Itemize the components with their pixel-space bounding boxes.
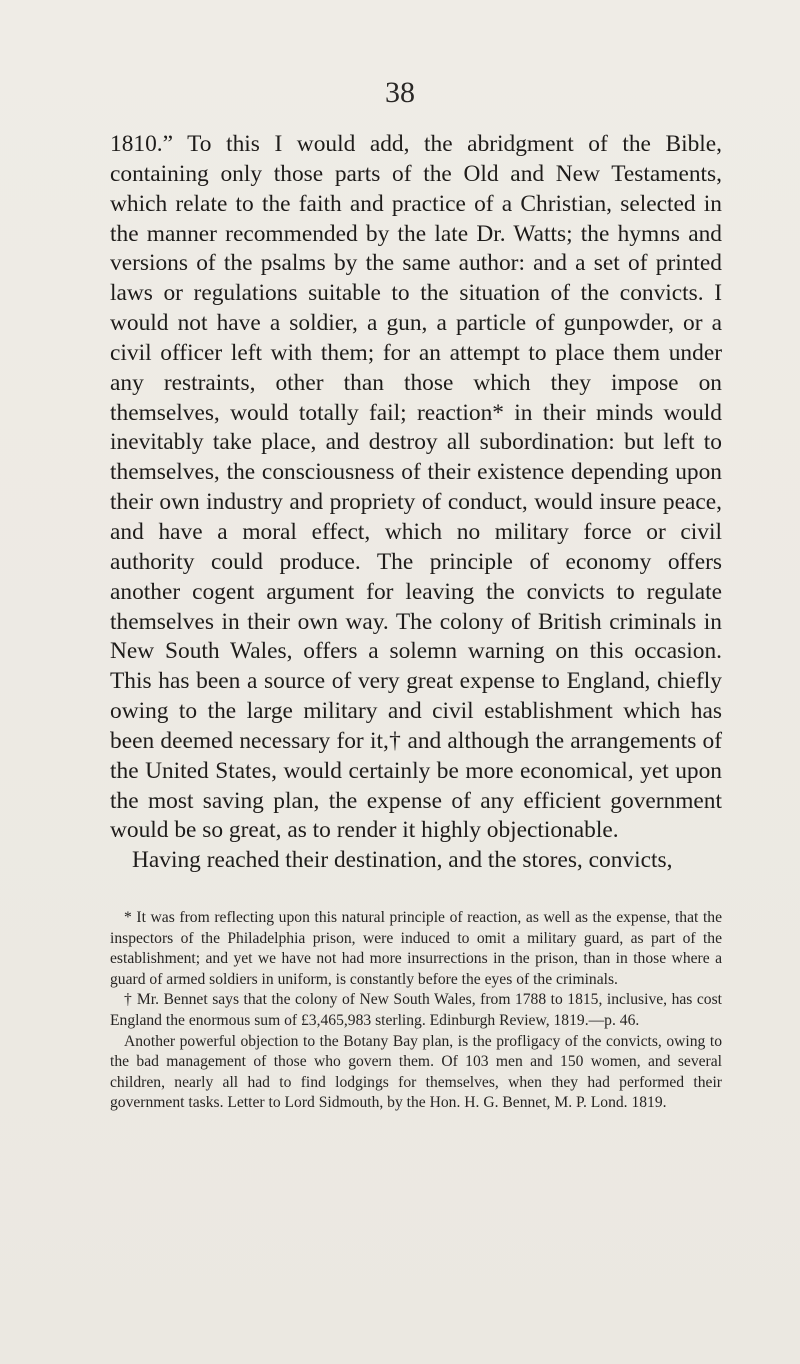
main-text [110,130,722,876]
page-number: 38 [385,76,415,109]
body-paragraph: 1810.” To this I would add, the abridgment of the Bible, containing only those parts of the Old and New Testaments, which relate to the faith and practice of a Christian, selected in the manner recommended by the late Dr. Watts; the hymns and versions of the psalms by the same author: and a set of printed laws or regulations suitable to the situation of the convicts. I would not have a soldier, a gun, a particle of gunpowder, or a civil officer left with them; for an attempt to place them under any restraints, other than those which they impose on themselves, would totally fail; reaction* in their minds would inevitably take place, and destroy all subordination: but left to themselves, the consciousness of their existence depending upon their own industry and propriety of conduct, would insure peace, and have a moral effect, which no military force or civil authority could produce. The principle of economy offers another cogent argument for leaving the convicts to regulate themselves in their own way. The colony of British criminals in New South Wales, offers a solemn warning on this occasion. This has been a source of very great expense to England, chiefly owing to the large military and civil establishment which has been deemed necessary for it,† and although the arrangements of the United States, would certainly be more economical, yet upon the most saving plan, the expense of any efficient government would be so great, as to render it highly objectionable. [110,131,722,844]
footnote-botany-bay: Another powerful objection to the Botany Bay plan, is the profligacy of the convicts, owing to the bad management of those who govern them. Of 103 men and 150 women, and several children, nearly all had to find lodgings for themselves, when they had performed their government tasks. Letter to Lord Sidmouth, by the Hon. H. G. Bennet, M. P. Lond. 1819. [110,1032,722,1112]
footnote-reaction: * It was from reflecting upon this natural principle of reaction, as well as the expense, that the inspectors of the Philadelphia prison, were induced to omit a military guard, as part of the establishment; and yet we have not had more insurrections in the prison, than in those where a guard of armed soldiers in uniform, is constantly before the eyes of the criminals. [110,909,722,988]
footnote-bennet: † Mr. Bennet says that the colony of New South Wales, from 1788 to 1815, inclusive, has cost England the enormous sum of £3,465,983 sterling. Edinburgh Review, 1819.—p. 46. [110,991,722,1029]
body-paragraph: Having reached their destination, and the stores, convicts, [132,847,673,874]
footnotes [110,908,722,1114]
